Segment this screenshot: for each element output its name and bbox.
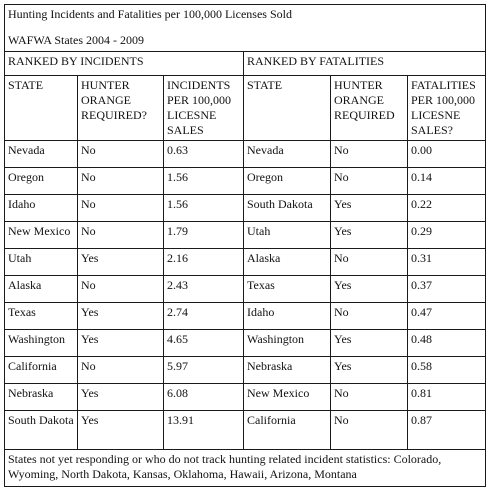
cell-inc-value: 1.79	[164, 222, 244, 249]
title-spacer	[8, 23, 482, 33]
header-fat-state: STATE	[244, 76, 331, 141]
footnote: States not yet responding or who do not track hunting related incident statistics: Colorado, Wyoming, North Dakota, Kansas, Oklahoma, Hawaii, Arizona, Montana	[5, 450, 486, 487]
header-inc-state: STATE	[5, 76, 78, 141]
cell-inc-state: Washington	[5, 330, 78, 357]
cell-inc-orange: Yes	[78, 303, 164, 330]
cell-fat-value: 0.81	[408, 384, 486, 411]
table-row	[5, 303, 486, 330]
cell-fat-state: Nevada	[244, 141, 331, 168]
cell-inc-state: Oregon	[5, 168, 78, 195]
cell-inc-state: Idaho	[5, 195, 78, 222]
cell-fat-orange: No	[331, 168, 408, 195]
cell-inc-state: Alaska	[5, 276, 78, 303]
cell-inc-value: 2.74	[164, 303, 244, 330]
cell-inc-state: Nebraska	[5, 384, 78, 411]
cell-fat-orange: Yes	[331, 195, 408, 222]
document-page	[4, 4, 485, 496]
title-cell	[5, 5, 486, 52]
cell-fat-value: 0.47	[408, 303, 486, 330]
section-incidents: RANKED BY INCIDENTS	[5, 52, 244, 76]
cell-fat-orange: Yes	[331, 276, 408, 303]
cell-fat-value: 0.87	[408, 411, 486, 450]
incidents-fatalities-table	[4, 4, 486, 487]
cell-fat-state: New Mexico	[244, 384, 331, 411]
cell-fat-value: 0.37	[408, 276, 486, 303]
table-row	[5, 141, 486, 168]
cell-inc-state: Utah	[5, 249, 78, 276]
column-header-row	[5, 76, 486, 141]
cell-fat-value: 0.48	[408, 330, 486, 357]
table-row	[5, 195, 486, 222]
table-row	[5, 276, 486, 303]
cell-fat-value: 0.58	[408, 357, 486, 384]
header-fat-value: FATALITIES PER 100,000 LICESNE SALES?	[408, 76, 486, 141]
header-inc-value: INCIDENTS PER 100,000 LICESNE SALES	[164, 76, 244, 141]
cell-inc-orange: Yes	[78, 249, 164, 276]
cell-fat-value: 0.22	[408, 195, 486, 222]
footnote-row	[5, 450, 486, 487]
header-inc-orange: HUNTER ORANGE REQUIRED?	[78, 76, 164, 141]
cell-fat-state: Washington	[244, 330, 331, 357]
cell-fat-orange: No	[331, 303, 408, 330]
cell-inc-state: Nevada	[5, 141, 78, 168]
cell-inc-value: 2.43	[164, 276, 244, 303]
cell-inc-value: 1.56	[164, 168, 244, 195]
cell-inc-value: 2.16	[164, 249, 244, 276]
cell-inc-orange: No	[78, 276, 164, 303]
cell-fat-state: Nebraska	[244, 357, 331, 384]
cell-fat-state: Oregon	[244, 168, 331, 195]
cell-fat-state: Texas	[244, 276, 331, 303]
cell-inc-value: 6.08	[164, 384, 244, 411]
cell-inc-orange: No	[78, 222, 164, 249]
table-subtitle: WAFWA States 2004 - 2009	[8, 33, 144, 47]
table-row	[5, 411, 486, 450]
table-row	[5, 168, 486, 195]
cell-inc-orange: No	[78, 141, 164, 168]
table-row	[5, 249, 486, 276]
cell-inc-state: South Dakota	[5, 411, 78, 450]
cell-fat-state: California	[244, 411, 331, 450]
cell-inc-orange: No	[78, 168, 164, 195]
cell-fat-orange: Yes	[331, 357, 408, 384]
cell-fat-state: Utah	[244, 222, 331, 249]
table-row	[5, 330, 486, 357]
cell-fat-orange: No	[331, 141, 408, 168]
cell-inc-orange: Yes	[78, 411, 164, 450]
cell-inc-orange: No	[78, 195, 164, 222]
table-title: Hunting Incidents and Fatalities per 100,000 Licenses Sold	[8, 7, 292, 21]
cell-fat-orange: Yes	[331, 222, 408, 249]
table-row	[5, 357, 486, 384]
cell-fat-orange: No	[331, 249, 408, 276]
cell-inc-state: New Mexico	[5, 222, 78, 249]
cell-inc-state: California	[5, 357, 78, 384]
cell-fat-value: 0.00	[408, 141, 486, 168]
cell-fat-orange: Yes	[331, 330, 408, 357]
cell-inc-value: 13.91	[164, 411, 244, 450]
cell-fat-value: 0.31	[408, 249, 486, 276]
cell-inc-state: Texas	[5, 303, 78, 330]
cell-inc-value: 0.63	[164, 141, 244, 168]
table-row	[5, 384, 486, 411]
cell-fat-orange: No	[331, 384, 408, 411]
cell-fat-state: Idaho	[244, 303, 331, 330]
title-row	[5, 5, 486, 52]
header-fat-orange: HUNTER ORANGE REQUIRED	[331, 76, 408, 141]
cell-fat-value: 0.29	[408, 222, 486, 249]
cell-fat-state: Alaska	[244, 249, 331, 276]
cell-fat-state: South Dakota	[244, 195, 331, 222]
table-row	[5, 222, 486, 249]
cell-inc-value: 1.56	[164, 195, 244, 222]
section-header-row	[5, 52, 486, 76]
section-fatalities: RANKED BY FATALITIES	[244, 52, 486, 76]
cell-inc-orange: Yes	[78, 330, 164, 357]
cell-inc-value: 4.65	[164, 330, 244, 357]
cell-inc-orange: Yes	[78, 384, 164, 411]
cell-inc-value: 5.97	[164, 357, 244, 384]
cell-fat-orange: No	[331, 411, 408, 450]
cell-fat-value: 0.14	[408, 168, 486, 195]
cell-inc-orange: No	[78, 357, 164, 384]
